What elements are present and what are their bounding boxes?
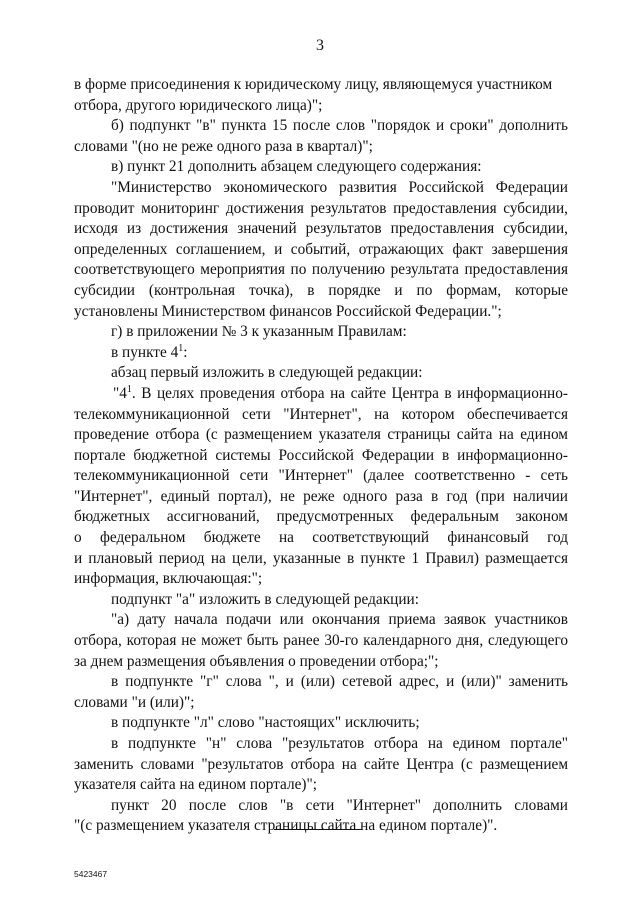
text-line: отбора, другого юридического лица)"; bbox=[74, 96, 323, 114]
document-code: 5423467 bbox=[74, 869, 108, 879]
text-line: исходя из достижения значений результатов предоставления субсидии, bbox=[74, 220, 568, 238]
text-line: определенных соглашением, и событий, отражающих факт завершения bbox=[74, 240, 568, 258]
text-line: информация, включающая:"; bbox=[74, 570, 263, 588]
text-line: в форме присоединения к юридическому лицу, являющемуся участником bbox=[74, 76, 553, 93]
text-line: бюджетных ассигнований, предусмотренных федеральным законом bbox=[74, 508, 568, 526]
text-line: телекоммуникационной сети "Интернет" (далее соответственно - сеть bbox=[74, 467, 568, 485]
text-line: заменить словами "результатов отбора на сайте Центра (с размещением bbox=[74, 755, 568, 773]
text-line: г) в приложении № 3 к указанным Правилам: bbox=[111, 323, 407, 341]
superscript: 1 bbox=[126, 383, 132, 395]
paragraph-number: "4 bbox=[113, 384, 127, 402]
text-line: словами "и (или)"; bbox=[74, 693, 195, 711]
text-line: о федеральном бюджете на соответствующий финансовый год bbox=[74, 529, 568, 547]
text-line: "а) дату начала подачи или окончания приема заявок участников bbox=[111, 611, 568, 629]
text-line: в) пункт 21 дополнить абзацем следующего содержания: bbox=[111, 158, 482, 176]
text-line: б) подпункт "в" пункта 15 после слов "порядок и сроки" дополнить bbox=[111, 117, 568, 135]
text-line: соответствующего мероприятия по получению результата предоставления bbox=[74, 261, 568, 279]
body-text bbox=[74, 75, 568, 837]
text-line: субсидии (контрольная точка), в порядке и по формам, которые bbox=[74, 281, 568, 299]
text-line: указателя сайта на едином портале)"; bbox=[74, 776, 317, 794]
text-line-with-superscript bbox=[74, 343, 568, 364]
text-line: словами "(но не реже одного раза в квартал)"; bbox=[74, 137, 373, 155]
text-line: в подпункте "л" слово "настоящих" исключить; bbox=[111, 714, 420, 732]
superscript: 1 bbox=[178, 342, 184, 354]
text-line: проводит мониторинг достижения результатов предоставления субсидии, bbox=[74, 199, 568, 217]
text-line: портале бюджетной системы Российской Федерации в информационно- bbox=[74, 446, 568, 464]
text-line: телекоммуникационной сети "Интернет", на котором обеспечивается bbox=[74, 405, 568, 423]
text-line: пункт 20 после слов "в сети "Интернет" дополнить словами bbox=[111, 796, 568, 814]
page-number: 3 bbox=[316, 37, 324, 54]
text-line: абзац первый изложить в следующей редакции: bbox=[111, 364, 423, 382]
text-line: проведение отбора (с размещением указателя страницы сайта на едином bbox=[74, 426, 568, 444]
text-line: в подпункте "г" слова ", и (или) сетевой адрес, и (или)" заменить bbox=[111, 673, 568, 691]
closing-rule bbox=[274, 829, 362, 830]
text-line-with-superscript bbox=[74, 384, 568, 405]
text-line: отбора, которая не может быть ранее 30-го календарного дня, следующего bbox=[74, 632, 568, 650]
paragraph-number-dot: . bbox=[131, 384, 136, 402]
line-text: в пункте 4 bbox=[111, 343, 179, 361]
text-line: установлены Министерством финансов Российской Федерации."; bbox=[74, 302, 502, 320]
text-line: в подпункте "н" слова "результатов отбора на едином портале" bbox=[111, 735, 568, 752]
line-colon: : bbox=[183, 343, 188, 361]
text-line: "Интернет", единый портал), не реже одного раза в год (при наличии bbox=[74, 487, 568, 505]
line-text: В целях проведения отбора на сайте Центра в информационно- bbox=[141, 384, 568, 402]
text-line: и плановый период на цели, указанные в пункте 1 Правил) размещается bbox=[74, 549, 568, 567]
text-line: "Министерство экономического развития Российской Федерации bbox=[111, 178, 568, 196]
text-line: за днем размещения объявления о проведении отбора;"; bbox=[74, 652, 439, 670]
text-line: "(с размещением указателя страницы сайта на едином портале)". bbox=[74, 817, 498, 835]
text-line: подпункт "а" изложить в следующей редакции: bbox=[111, 590, 419, 608]
